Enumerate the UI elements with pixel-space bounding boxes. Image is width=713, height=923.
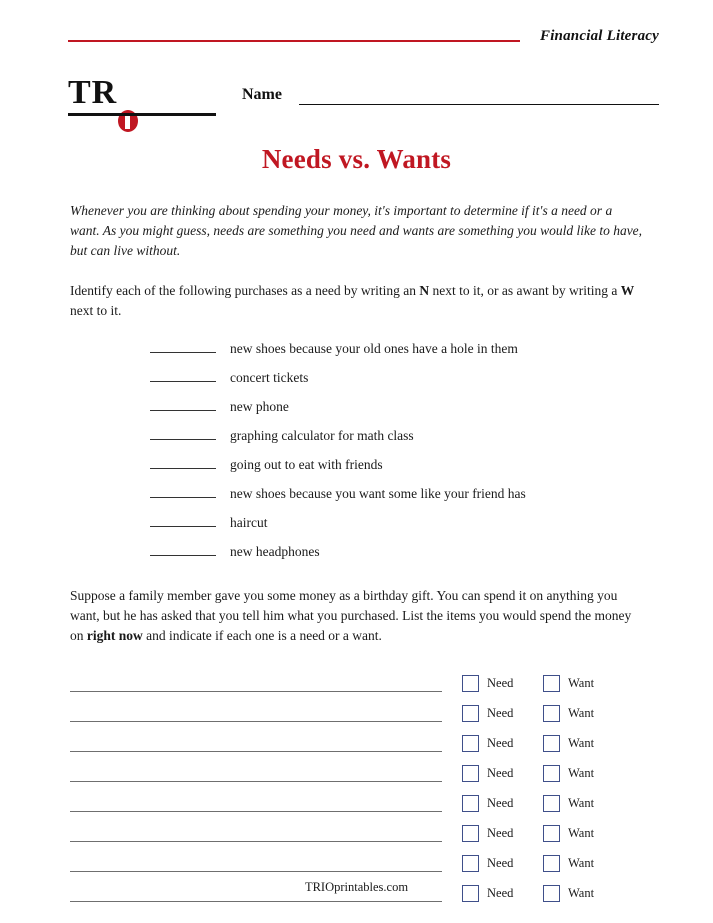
list-item-label: new phone	[230, 399, 289, 414]
need-label: Need	[487, 885, 514, 900]
want-label: Want	[568, 735, 595, 750]
want-choice[interactable]	[543, 795, 604, 812]
want-checkbox[interactable]	[543, 765, 560, 782]
need-label: Need	[487, 825, 514, 840]
answer-rows-section	[70, 668, 659, 908]
need-label: Need	[487, 795, 514, 810]
logo-underline	[68, 113, 216, 116]
list-item	[54, 428, 659, 444]
footer-site-label: TRIOprintables.com	[304, 880, 409, 894]
want-choice[interactable]	[543, 825, 604, 842]
want-choice[interactable]	[543, 675, 604, 692]
instructions-part-2: next to it, or as awant by writing a	[429, 283, 621, 298]
want-choice[interactable]	[543, 765, 604, 782]
need-checkbox[interactable]	[462, 735, 479, 752]
instructions-paragraph	[70, 281, 643, 321]
table-row	[70, 668, 659, 698]
table-row	[70, 758, 659, 788]
answer-write-in-line[interactable]	[70, 674, 442, 692]
need-label: Need	[487, 705, 514, 720]
table-row	[70, 788, 659, 818]
purchase-items-list	[54, 341, 659, 560]
page-title: Needs vs. Wants	[261, 144, 452, 174]
table-row	[70, 698, 659, 728]
want-label: Want	[568, 795, 595, 810]
want-label: Want	[568, 885, 595, 900]
list-item	[54, 399, 659, 415]
list-item	[54, 515, 659, 531]
need-label: Need	[487, 855, 514, 870]
need-choice[interactable]	[462, 765, 523, 782]
need-checkbox[interactable]	[462, 825, 479, 842]
answer-write-in-line[interactable]	[70, 824, 442, 842]
list-item	[54, 486, 659, 502]
list-item-label: haircut	[230, 515, 268, 530]
subject-label: Financial Literacy	[539, 28, 659, 44]
answer-blank[interactable]	[150, 428, 216, 440]
list-item-label: new shoes because you want some like your friend has	[230, 486, 526, 501]
prompt2-part-1: Suppose a family member gave you some money as a birthday gift. You can spend it on anything you want, but he has asked that you tell him what you purchased. List the items you would spend the money on	[70, 588, 632, 643]
instructions-bold-w: W	[620, 283, 635, 298]
answer-blank[interactable]	[150, 399, 216, 411]
need-choice[interactable]	[462, 675, 523, 692]
list-item-label: going out to eat with friends	[230, 457, 383, 472]
want-choice[interactable]	[543, 735, 604, 752]
second-prompt-paragraph	[70, 586, 643, 646]
list-item	[54, 544, 659, 560]
need-checkbox[interactable]	[462, 765, 479, 782]
want-label: Want	[568, 705, 595, 720]
list-item-label: graphing calculator for math class	[230, 428, 414, 443]
list-item-label: new shoes because your old ones have a hole in them	[230, 341, 518, 356]
instructions-part-3: next to it.	[70, 303, 122, 318]
answer-write-in-line[interactable]	[70, 764, 442, 782]
want-checkbox[interactable]	[543, 855, 560, 872]
need-checkbox[interactable]	[462, 855, 479, 872]
need-label: Need	[487, 675, 514, 690]
want-choice[interactable]	[543, 705, 604, 722]
list-item-label: concert tickets	[230, 370, 309, 385]
trio-logo	[68, 74, 139, 112]
want-label: Want	[568, 825, 595, 840]
need-choice[interactable]	[462, 705, 523, 722]
want-checkbox[interactable]	[543, 675, 560, 692]
need-choice[interactable]	[462, 855, 523, 872]
header-accent-rule	[68, 40, 520, 42]
answer-blank[interactable]	[150, 515, 216, 527]
list-item	[54, 370, 659, 386]
name-label: Name	[242, 86, 282, 103]
answer-blank[interactable]	[150, 370, 216, 382]
need-choice[interactable]	[462, 825, 523, 842]
list-item	[54, 341, 659, 357]
instructions-part-1: Identify each of the following purchases as a need by writing an	[70, 283, 420, 298]
answer-blank[interactable]	[150, 486, 216, 498]
want-checkbox[interactable]	[543, 735, 560, 752]
need-checkbox[interactable]	[462, 705, 479, 722]
need-checkbox[interactable]	[462, 675, 479, 692]
want-checkbox[interactable]	[543, 825, 560, 842]
intro-paragraph: Whenever you are thinking about spending your money, it's important to determine if it's a need or a want. As you might guess, needs are something you need and wants are something you would like to have, but can live without.	[70, 203, 643, 258]
need-checkbox[interactable]	[462, 795, 479, 812]
logo-and-name-bar	[54, 74, 659, 120]
page-header	[54, 0, 659, 70]
prompt2-bold-right-now: right now	[86, 628, 143, 643]
need-choice[interactable]	[462, 795, 523, 812]
answer-write-in-line[interactable]	[70, 794, 442, 812]
need-label: Need	[487, 765, 514, 780]
answer-blank[interactable]	[150, 341, 216, 353]
want-label: Want	[568, 765, 595, 780]
name-input-line[interactable]	[299, 104, 659, 105]
logo-text-prefix: TR	[68, 74, 118, 111]
want-label: Want	[568, 855, 595, 870]
prompt2-part-2: and indicate if each one is a need or a want.	[142, 628, 382, 643]
want-checkbox[interactable]	[543, 705, 560, 722]
table-row	[70, 848, 659, 878]
instructions-bold-n: N	[419, 283, 430, 298]
want-choice[interactable]	[543, 855, 604, 872]
table-row	[70, 818, 659, 848]
answer-blank[interactable]	[150, 544, 216, 556]
list-item-label: new headphones	[230, 544, 320, 559]
answer-blank[interactable]	[150, 457, 216, 469]
table-row	[70, 728, 659, 758]
need-choice[interactable]	[462, 735, 523, 752]
want-checkbox[interactable]	[543, 795, 560, 812]
list-item	[54, 457, 659, 473]
need-label: Need	[487, 735, 514, 750]
answer-write-in-line[interactable]	[70, 704, 442, 722]
want-label: Want	[568, 675, 595, 690]
answer-write-in-line[interactable]	[70, 854, 442, 872]
answer-write-in-line[interactable]	[70, 734, 442, 752]
